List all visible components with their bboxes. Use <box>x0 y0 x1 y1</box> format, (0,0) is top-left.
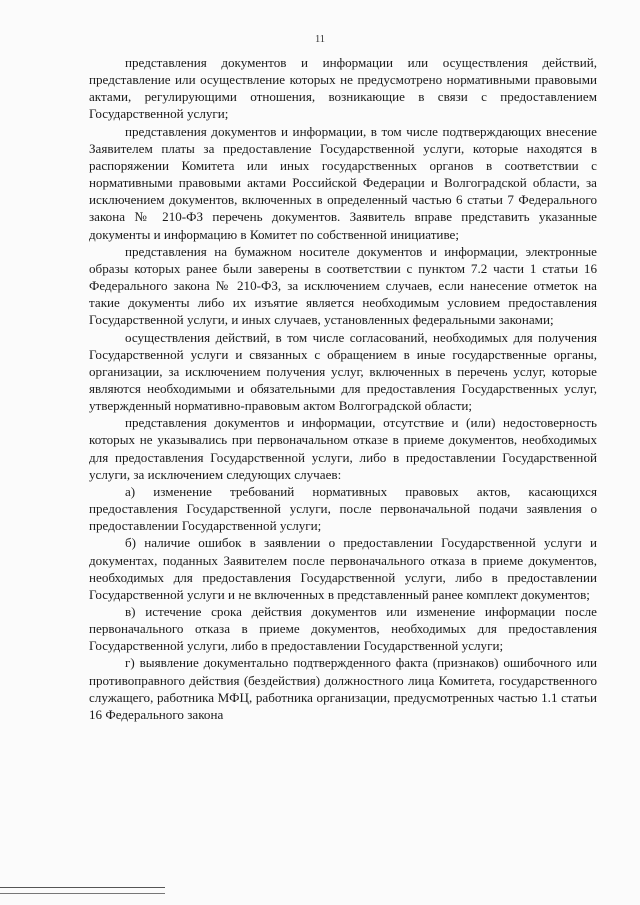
page-number: 11 <box>314 34 326 45</box>
paragraph-9: г) выявление документально подтвержденного факта (признаков) ошибочного или противоправного действия (бездействия) должностного лица Комитета, государственного служащего, работника МФЦ, работника организации, предусмотренных частью 1.1 статьи 16 Федерального закона <box>89 655 597 722</box>
footer-rule <box>0 887 165 888</box>
paragraph-5: представления документов и информации, отсутствие и (или) недостоверность которых не указывались при первоначальном отказе в приеме документов, необходимых для предоставления Государственной услуги, либо в предоставлении Государственной услуги, за исключением следующих случаев: <box>89 415 597 482</box>
paragraph-3: представления на бумажном носителе документов и информации, электронные образы которых ранее были заверены в соответствии с пунктом 7.2 части 1 статьи 16 Федерального закона № 210-ФЗ, за исключением случаев, если нанесение отметок на такие документы либо их изъятие является необходимым условием предоставления Государственной услуги, и иных случаев, установленных федеральными законами; <box>89 243 597 328</box>
paragraph-7: б) наличие ошибок в заявлении о предоставлении Государственной услуги и документах, поданных Заявителем после первоначального отказа в приеме документов, необходимых для предоставления Государственной услуги, либо в предоставлении Государственной услуги и не включенных в представленный ранее комплект документов; <box>89 535 597 602</box>
paragraph-4: осуществления действий, в том числе согласований, необходимых для получения Государственной услуги и связанных с обращением в иные государственные органы, организации, за исключением получения услуг, включенных в перечень услуг, которые являются необходимыми и обязательными для предоставления Государственных услуг, утвержденный нормативно-правовым актом Волгоградской области; <box>89 329 597 414</box>
paragraph-8: в) истечение срока действия документов или изменение информации после первоначального отказа в приеме документов, необходимых для предоставления Государственной услуги, либо в предоставлении Государственной услуги; <box>89 604 597 654</box>
paragraph-6: а) изменение требований нормативных правовых актов, касающихся предоставления Государственной услуги, после первоначальной подачи заявления о предоставлении Государственной услуги; <box>89 483 597 534</box>
paragraph-1: представления документов и информации или осуществления действий, представление или осуществление которых не предусмотрено нормативными правовыми актами, регулирующими отношения, возникающие в связи с предоставлением Государственной услуги; <box>89 55 597 122</box>
footer-rule-secondary <box>0 893 165 894</box>
document-body <box>89 54 597 723</box>
paragraph-2: представления документов и информации, в том числе подтверждающих внесение Заявителем платы за предоставление Государственной услуги, которые находятся в распоряжении Комитета или иных государственных органов в соответствии с нормативными правовыми актами Российской Федерации и Волгоградской области, за исключением документов, включенных в определенный частью 6 статьи 7 Федерального закона № 210-ФЗ перечень документов. Заявитель вправе представить указанные документы и информацию в Комитет по собственной инициативе; <box>89 123 597 242</box>
